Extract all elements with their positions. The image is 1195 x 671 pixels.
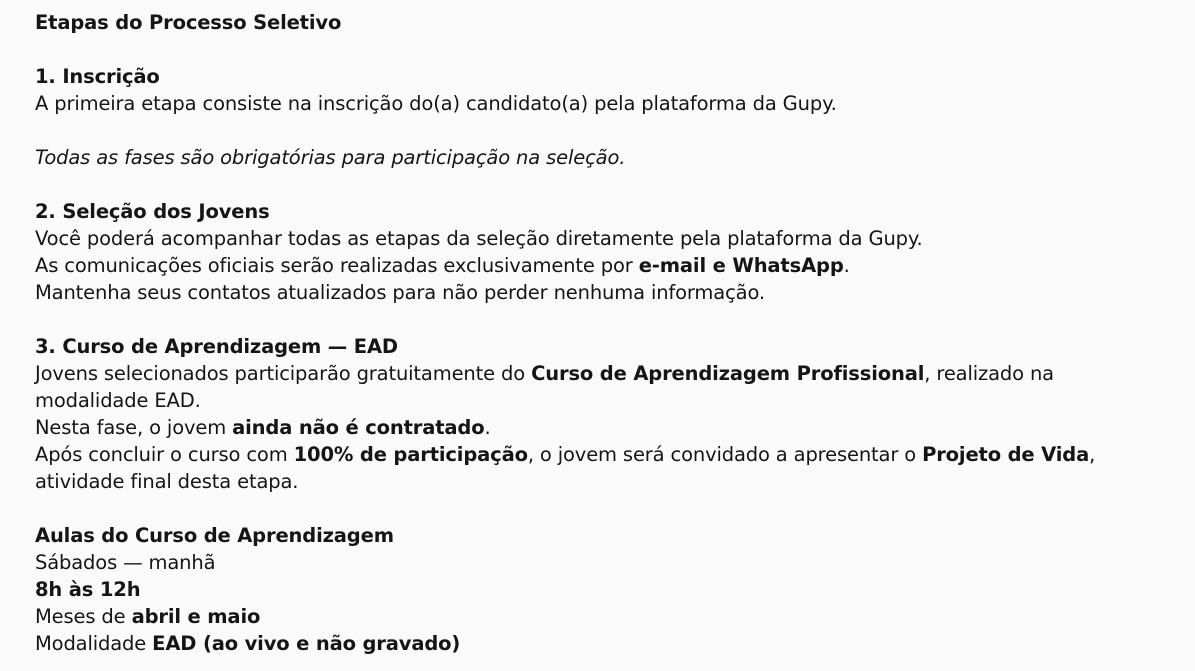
spacer [35,117,1155,144]
spacer [35,171,1155,198]
section-heading-aulas: Aulas do Curso de Aprendizagem [35,524,394,547]
selecao-line-1: Você poderá acompanhar todas as etapas da seleção diretamente pela plataforma da Gupy. [35,227,923,250]
spacer [35,495,1155,522]
spacer [35,36,1155,63]
class-months [35,603,1155,630]
selecao-line-2-end: . [843,254,850,277]
not-hired-note: ainda não é contratado [232,416,485,439]
spacer [35,306,1155,333]
curso-p3-end: , atividade final desta etapa. [35,443,1096,493]
curso-p2-text: Nesta fase, o jovem [35,416,233,439]
curso-paragraph-2 [35,414,1155,441]
document-body [35,9,1155,657]
curso-paragraph-1 [35,360,1155,414]
section-heading-curso: 3. Curso de Aprendizagem — EAD [35,335,398,358]
curso-p3-mid: , o jovem será convidado a apresentar o [527,443,923,466]
class-hours: 8h às 12h [35,578,141,601]
class-months-value: abril e maio [131,605,261,628]
class-months-label: Meses de [35,605,132,628]
contact-channels: e-mail e WhatsApp [638,254,844,277]
course-name: Curso de Aprendizagem Profissional [531,362,925,385]
section-text-inscricao: A primeira etapa consiste na inscrição do(a) candidato(a) pela plataforma da Gupy. [35,92,837,115]
class-mode-value: EAD (ao vivo e não gravado) [152,632,461,655]
class-mode-label: Modalidade [35,632,153,655]
final-project-name: Projeto de Vida [922,443,1090,466]
curso-paragraph-3 [35,441,1155,495]
curso-p1-end: , realizado na modalidade EAD. [35,362,1054,412]
curso-p3-text: Após concluir o curso com [35,443,294,466]
class-mode [35,630,1155,657]
mandatory-note: Todas as fases são obrigatórias para participação na seleção. [35,146,626,169]
section-heading-selecao: 2. Seleção dos Jovens [35,200,270,223]
curso-p1-text: Jovens selecionados participarão gratuitamente do [35,362,532,385]
curso-p2-end: . [484,416,491,439]
class-days: Sábados — manhã [35,551,216,574]
selecao-line-2 [35,252,1155,279]
selecao-line-2-text: As comunicações oficiais serão realizadas exclusivamente por [35,254,639,277]
section-heading-inscricao: 1. Inscrição [35,65,160,88]
selecao-line-3: Mantenha seus contatos atualizados para não perder nenhuma informação. [35,281,765,304]
page-title: Etapas do Processo Seletivo [35,11,342,34]
participation-requirement: 100% de participação [293,443,528,466]
